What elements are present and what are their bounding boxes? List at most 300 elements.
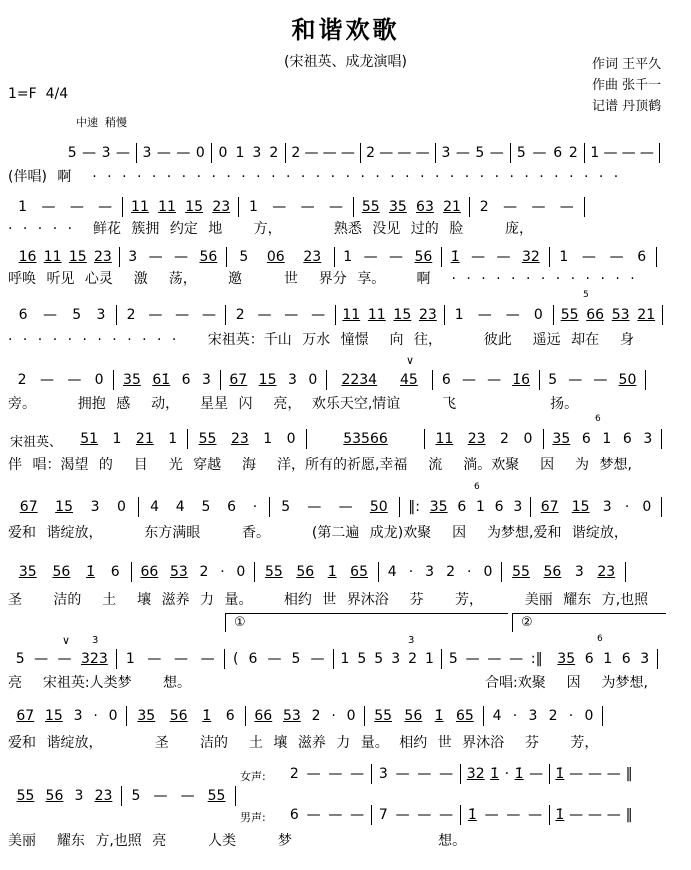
note: 0 <box>218 145 228 161</box>
note: 2 <box>311 708 321 724</box>
note: · <box>252 499 258 515</box>
note: 3 <box>74 788 84 804</box>
measure <box>334 649 443 669</box>
note: 5 <box>475 145 485 161</box>
note: 35 <box>429 499 448 515</box>
note: — <box>639 145 654 161</box>
note: 3 <box>391 651 401 667</box>
note: 11 <box>342 307 361 323</box>
measure <box>283 805 372 825</box>
note: 5 <box>357 651 367 667</box>
note: — <box>379 145 394 161</box>
note: · <box>220 564 225 580</box>
note: 23 <box>94 788 113 804</box>
measure <box>8 562 132 582</box>
note: 0 <box>533 307 543 323</box>
measure <box>137 143 212 163</box>
note: 1 <box>454 307 464 323</box>
note: 6 <box>18 307 28 323</box>
note: — <box>57 651 72 667</box>
note: 21 <box>135 431 154 447</box>
lyrics-line-11: 美丽 耀东 方,也照 亮 人类 梦 想。 <box>8 833 467 849</box>
notation-row-4 <box>8 305 663 325</box>
note: ( <box>233 651 239 667</box>
measure <box>8 305 117 325</box>
measure <box>70 429 188 449</box>
measure <box>132 562 256 582</box>
note: — <box>509 651 524 667</box>
note: 2 <box>500 431 509 447</box>
measure <box>502 562 626 582</box>
note: — <box>310 651 325 667</box>
lyrics-line-7: 爱和 谐绽放， 东方满眼 香。 (第二遍 成龙)欢聚 因 为梦想,爱和 谐绽放， <box>8 525 628 541</box>
note: — <box>532 145 547 161</box>
note: — <box>531 199 546 215</box>
note: 4 <box>387 564 397 580</box>
male-voice-notation <box>283 805 638 825</box>
measure <box>188 429 306 449</box>
note: 2 <box>408 651 418 667</box>
note: 5 <box>448 651 458 667</box>
note: 5 <box>281 499 291 515</box>
note: 35 <box>388 199 407 215</box>
note: — <box>455 145 470 161</box>
note: 32 <box>521 249 540 265</box>
note: 1 <box>248 199 258 215</box>
tempo-marking: 中速 稍慢 <box>76 116 127 129</box>
lyrics-line-5: 旁。 拥抱 感 动， 星星 闪 亮， 欢乐天空,情谊 飞 扬。 <box>8 396 579 412</box>
measure <box>550 247 658 267</box>
grace-note-mark: 6 <box>595 414 601 424</box>
note: 1 <box>602 431 612 447</box>
note: 15 <box>68 249 87 265</box>
note: — <box>82 145 97 161</box>
note: 1 <box>18 199 28 215</box>
note: — <box>39 372 54 388</box>
measure <box>354 197 469 217</box>
note: — <box>306 807 321 823</box>
note: — <box>397 145 412 161</box>
note: 3 <box>128 249 138 265</box>
note: — <box>569 807 584 823</box>
measure <box>12 247 120 267</box>
note: 15 <box>571 499 590 515</box>
lyrics-line-1: (伴唱) 啊 · · · · · · · · · · · · · · · · · · · · · · · · · · · · · · · · · · · · <box>8 169 619 185</box>
note: 56 <box>543 564 562 580</box>
note: 56 <box>404 708 423 724</box>
note: — <box>587 807 602 823</box>
lyrics-line-6: 伴 唱：渴望 的 目 光 穿越 海 洋，所有的祈愿,幸福 流 淌。欢聚 因 为 梦想, <box>8 457 632 473</box>
note: 3 <box>287 372 297 388</box>
measure <box>442 649 550 669</box>
note: 2234 <box>341 372 378 388</box>
note: 11 <box>131 199 149 215</box>
note: 5 <box>548 372 558 388</box>
measure <box>442 247 550 267</box>
note: 1̇ <box>434 708 444 724</box>
note: — <box>606 766 621 782</box>
notation-row-8 <box>8 562 626 582</box>
note: 0 <box>94 372 104 388</box>
note: 5 <box>72 307 82 323</box>
note: 56 <box>296 564 315 580</box>
note: — <box>603 145 618 161</box>
measure <box>127 706 246 726</box>
note: — <box>487 651 502 667</box>
note: 6 <box>622 431 632 447</box>
note: 2 <box>548 708 558 724</box>
note: — <box>147 651 162 667</box>
note: 11 <box>367 307 386 323</box>
note: 3 <box>252 145 262 161</box>
measure <box>270 497 401 517</box>
note: 66 <box>140 564 159 580</box>
note: — <box>69 199 84 215</box>
first-ending-number: ① <box>234 615 246 630</box>
note: — <box>389 249 404 265</box>
measure <box>461 764 550 784</box>
note: — <box>439 807 454 823</box>
note: 1̇ <box>86 564 95 580</box>
notation-row-6 <box>70 429 662 449</box>
measure <box>8 786 122 806</box>
note: 6 <box>553 145 563 161</box>
note: 15 <box>55 499 73 515</box>
note: 67 <box>16 708 35 724</box>
measure <box>372 805 461 825</box>
note: — <box>115 145 130 161</box>
note: 6 <box>457 499 467 515</box>
note: · <box>331 708 336 724</box>
note: — <box>417 766 432 782</box>
measure <box>8 706 127 726</box>
note: — <box>311 307 326 323</box>
note: 6 <box>248 651 258 667</box>
measure <box>227 247 335 267</box>
note: 23 <box>230 431 249 447</box>
note: 5 <box>15 651 25 667</box>
measure <box>544 429 662 449</box>
measure <box>436 143 511 163</box>
note: 53 <box>283 708 301 724</box>
note: 4 <box>175 499 185 515</box>
measure <box>365 706 484 726</box>
note: 0 <box>523 431 533 447</box>
note: 1̇6 <box>512 372 531 388</box>
note: 3 <box>441 145 451 161</box>
note: 55 <box>560 307 579 323</box>
note: 1 <box>168 431 178 447</box>
note: — <box>338 499 353 515</box>
note: — <box>609 249 624 265</box>
note: 2 <box>199 564 209 580</box>
note: 0 <box>308 372 318 388</box>
note: 1 <box>425 651 434 667</box>
note: 1 <box>112 431 122 447</box>
note: 0 <box>584 708 594 724</box>
note: 15 <box>45 708 63 724</box>
note: 3 <box>90 499 100 515</box>
note: 5 <box>291 651 301 667</box>
note: 1̇ <box>490 766 500 782</box>
notation-row-2 <box>8 197 585 217</box>
measure <box>461 805 550 825</box>
note: — <box>503 199 518 215</box>
note: 56 <box>45 788 64 804</box>
note: 3 <box>528 708 538 724</box>
note: 3 <box>101 145 111 161</box>
note: 1 <box>603 651 613 667</box>
note: — <box>506 807 521 823</box>
note: 55 <box>374 708 393 724</box>
note: — <box>322 145 337 161</box>
note: — <box>340 145 355 161</box>
note: 35 <box>123 372 141 388</box>
measure <box>550 805 638 825</box>
note: — <box>559 199 574 215</box>
measure <box>120 247 228 267</box>
measure <box>554 305 663 325</box>
triplet-mark: 3 <box>92 635 99 646</box>
note: 6 <box>225 708 235 724</box>
male-voice-label: 男声: <box>240 811 266 824</box>
note: 1̇ <box>327 564 337 580</box>
note: 6 <box>441 372 451 388</box>
note: — <box>156 145 171 161</box>
note: 56 <box>414 249 433 265</box>
female-voice-notation <box>283 764 638 784</box>
note: 6 <box>581 431 591 447</box>
note: — <box>328 766 343 782</box>
note: — <box>350 807 365 823</box>
measure <box>484 706 603 726</box>
measure <box>585 143 660 163</box>
note: 45 <box>400 372 418 388</box>
note: 5 <box>131 788 141 804</box>
note: — <box>67 372 82 388</box>
song-title: 和谐欢歌 <box>291 16 400 44</box>
measure <box>433 370 539 390</box>
note: — <box>176 145 191 161</box>
note: · <box>504 766 510 782</box>
note: 2 <box>291 145 301 161</box>
note: 1̇ <box>555 807 565 823</box>
measure <box>123 197 238 217</box>
note: 61̇ <box>152 372 171 388</box>
note: — <box>153 788 168 804</box>
note: · <box>408 564 414 580</box>
note: — <box>98 199 113 215</box>
note: — <box>42 307 57 323</box>
notation-row-3 <box>12 247 657 267</box>
note: 11 <box>43 249 62 265</box>
note: 67 <box>229 372 248 388</box>
note: 2 <box>289 766 299 782</box>
note: 50 <box>369 499 388 515</box>
note: 0 <box>195 145 205 161</box>
note: 6 <box>494 499 504 515</box>
first-ending-bracket <box>225 613 508 632</box>
note: — <box>363 249 378 265</box>
note: — <box>328 807 343 823</box>
note: — <box>606 807 621 823</box>
measure <box>379 562 503 582</box>
note: 6 <box>110 564 120 580</box>
note: — <box>395 766 410 782</box>
note: 35 <box>137 708 156 724</box>
note: · <box>568 708 574 724</box>
measure <box>139 497 270 517</box>
note: 23 <box>212 199 231 215</box>
note: — <box>350 766 365 782</box>
note: 3 <box>640 651 650 667</box>
note: 3 <box>378 766 388 782</box>
note: 16 <box>18 249 37 265</box>
note: — <box>489 145 504 161</box>
note: 1̇ <box>555 766 565 782</box>
note: 5 <box>201 499 211 515</box>
note: 65 <box>455 708 474 724</box>
lyrics-line-10: 爱和 谐绽放， 圣 洁的 土 壤 滋养 力 量。 相约 世 界沐浴 芬 芳， <box>8 735 599 751</box>
note: ‖ <box>625 766 633 782</box>
note: — <box>568 372 583 388</box>
note: 06 <box>266 249 285 265</box>
note: 15 <box>185 199 204 215</box>
note: 2 <box>366 145 376 161</box>
note: 55 <box>198 431 217 447</box>
measure <box>550 764 638 784</box>
note: 3 <box>201 372 211 388</box>
measure <box>117 649 226 669</box>
note: — <box>328 199 343 215</box>
note: — <box>174 249 189 265</box>
measure <box>327 370 433 390</box>
note: 3 <box>602 499 612 515</box>
performers-subtitle: (宋祖英、成龙演唱) <box>284 54 407 70</box>
measure <box>425 429 543 449</box>
note: 1 <box>263 431 273 447</box>
measure <box>336 305 445 325</box>
note: — <box>581 249 596 265</box>
lyrics-line-2: · · · · · 鲜花 簇拥 约定 地 方， 熟悉 没见 过的 脸 庞， <box>8 221 534 237</box>
measure <box>400 497 531 517</box>
grace-note-mark: 6 <box>597 634 603 644</box>
note: 23 <box>597 564 616 580</box>
note: 4 <box>150 499 160 515</box>
measure <box>8 370 114 390</box>
singer-label: 宋祖英、 <box>10 435 63 450</box>
lyricist-credit: 作词 王平久 <box>592 57 662 72</box>
note: · <box>93 708 98 724</box>
note: 53 <box>611 307 630 323</box>
note: — <box>148 249 163 265</box>
note: — <box>477 307 492 323</box>
note: 55 <box>16 788 35 804</box>
note: · <box>512 708 518 724</box>
note: 6 <box>584 651 594 667</box>
note: — <box>200 651 215 667</box>
note: 55 <box>207 788 226 804</box>
measure <box>225 649 334 669</box>
lyrics-line-9-chorus: 合唱:欢聚 因 为梦想, <box>485 675 648 691</box>
note: 2 <box>568 145 578 161</box>
note: — <box>439 766 454 782</box>
measure <box>226 305 335 325</box>
measure <box>117 305 226 325</box>
second-ending-number: ② <box>521 615 533 630</box>
note: 51 <box>80 431 99 447</box>
measure <box>361 143 436 163</box>
note: 56 <box>169 708 188 724</box>
measure <box>550 649 659 669</box>
note: 35 <box>18 564 37 580</box>
measure <box>8 497 139 517</box>
notation-row-10 <box>8 706 603 726</box>
note: 32 <box>466 766 485 782</box>
measure <box>335 247 443 267</box>
note: 67 <box>19 499 38 515</box>
note: 1 <box>590 145 600 161</box>
measure <box>114 370 220 390</box>
measure <box>286 143 361 163</box>
note: — <box>487 372 502 388</box>
notation-row-7 <box>8 497 662 517</box>
note: 63 <box>416 199 434 215</box>
note: 7 <box>378 807 388 823</box>
transcriber-credit: 记谱 丹顶鹤 <box>592 99 662 114</box>
note: 6 <box>227 499 236 515</box>
measure <box>540 370 646 390</box>
note: 2 <box>446 564 455 580</box>
note: 6 <box>621 651 631 667</box>
note: 2 <box>17 372 27 388</box>
note: — <box>529 766 544 782</box>
note: 1̇ <box>450 249 460 265</box>
note: :‖ <box>530 651 543 667</box>
note: 4 <box>492 708 502 724</box>
measure <box>531 497 662 517</box>
note: — <box>569 766 584 782</box>
lyrics-line-9: 亮 宋祖英:人类梦 想。 <box>8 675 191 691</box>
note: — <box>174 651 189 667</box>
note: 5 <box>67 145 77 161</box>
note: 50 <box>618 372 637 388</box>
note: 0 <box>117 499 126 515</box>
note: — <box>505 307 520 323</box>
note: 1̇ <box>514 766 524 782</box>
measure <box>8 649 117 669</box>
measure <box>372 764 461 784</box>
note: 1 <box>340 651 350 667</box>
note: 67 <box>540 499 559 515</box>
note: 35 <box>552 431 571 447</box>
measure <box>239 197 354 217</box>
note: 2 <box>235 307 245 323</box>
breath-mark: ∨ <box>406 354 415 367</box>
note: 3 <box>96 307 106 323</box>
note: 23 <box>303 249 322 265</box>
note: 1̇ <box>467 807 477 823</box>
note: — <box>465 651 480 667</box>
note: — <box>471 249 486 265</box>
note: 53 <box>170 564 188 580</box>
grace-note-mark: 5 <box>583 290 589 300</box>
measure <box>62 143 137 163</box>
note: — <box>461 372 476 388</box>
note: 0 <box>108 708 118 724</box>
measure <box>445 305 554 325</box>
note: 0 <box>286 431 296 447</box>
